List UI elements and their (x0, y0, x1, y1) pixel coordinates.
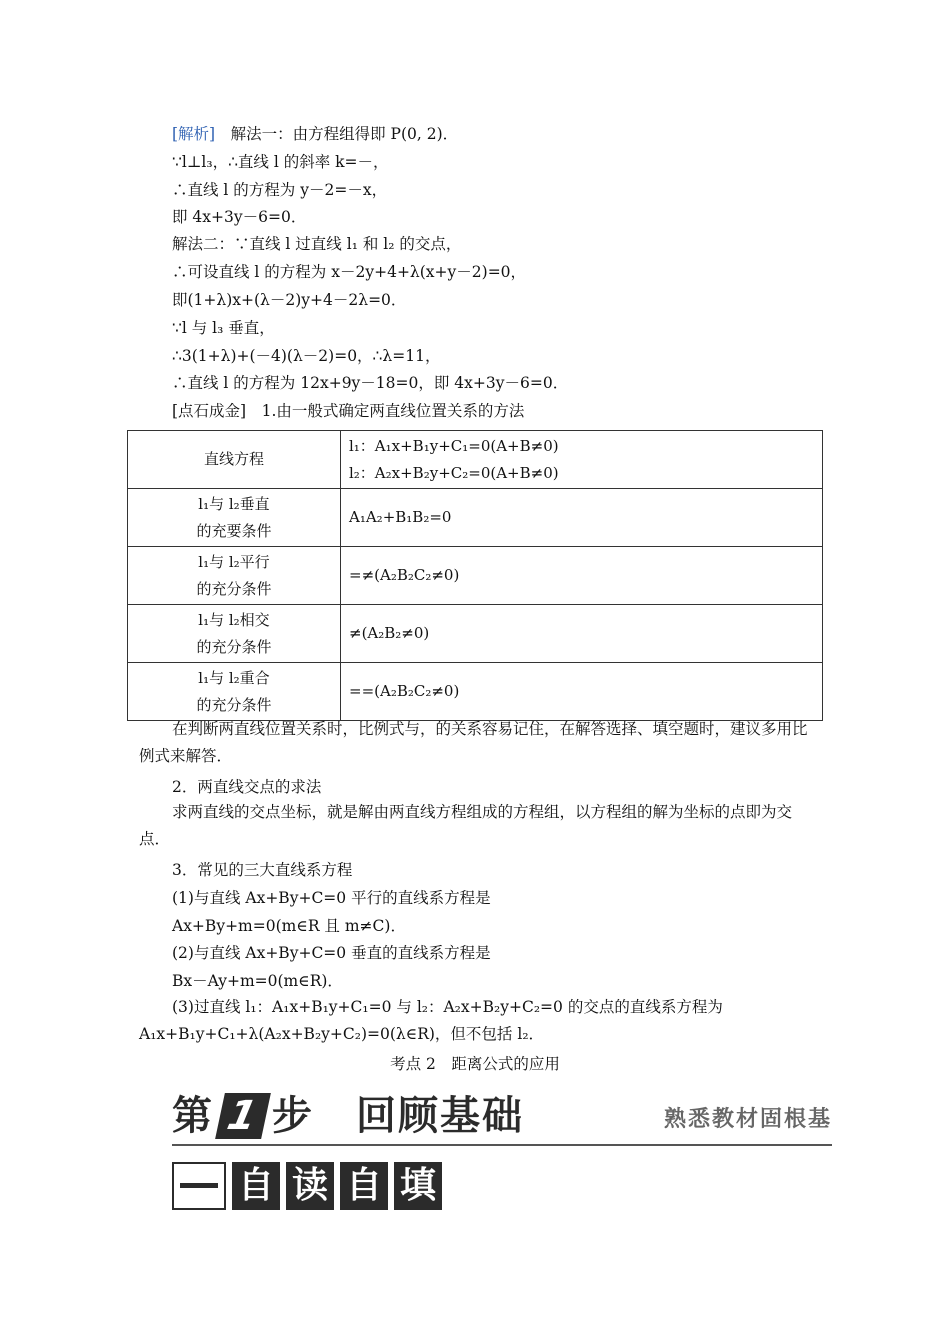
section-caption: 考点 2 距离公式的应用 (390, 1055, 560, 1073)
table-cell-label: l₁与 l₂垂直 的充要条件 (128, 489, 341, 547)
step-number: 1 (215, 1093, 271, 1139)
solution-line: ∴3(1+λ)+(－4)(λ－2)=0，∴λ=11， (172, 347, 441, 365)
table-cell-value: l₁：A₁x+B₁y+C₁=0(A+B≠0) l₂：A₂x+B₂y+C₂=0(A+B≠0) (341, 431, 823, 489)
family-item-1a: (1)与直线 Ax+By+C=0 平行的直线系方程是 (172, 889, 491, 907)
family-item-3: (3)过直线 l₁：A₁x+B₁y+C₁=0 与 l₂：A₂x+B₂y+C₂=0 的交点的直线系方程为 A₁x+B₁y+C₁+λ(A₂x+B₂y+C₂)=0(λ∈R)，但不包括 l₂． (139, 998, 723, 1043)
table-cell-label: l₁与 l₂平行 的充分条件 (128, 547, 341, 605)
family-item-1b: Ax+By+m=0(m∈R 且 m≠C)． (172, 917, 406, 935)
step-banner (172, 1090, 832, 1146)
table-row (128, 431, 823, 489)
table-cell-value: A₁A₂+B₁B₂=0 (341, 489, 823, 547)
summary-heading: [点石成金] 1.由一般式确定两直线位置关系的方法 (172, 402, 525, 420)
relation-table (127, 430, 823, 721)
section-header (172, 1160, 448, 1212)
table-cell-label: 直线方程 (128, 431, 341, 489)
solution-line: 即(1+λ)x+(λ－2)y+4－2λ=0． (172, 291, 407, 309)
solution-line: ∵l⊥l₃，∴直线 l 的斜率 k=－， (172, 153, 389, 171)
solution-line: [解析] 解法一：由方程组得即 P(0, 2)． (172, 125, 459, 143)
table-row (128, 605, 823, 663)
section-char: 自 (232, 1162, 280, 1210)
table-cell-label: l₁与 l₂相交 的充分条件 (128, 605, 341, 663)
banner-divider (172, 1144, 832, 1146)
family-item-2a: (2)与直线 Ax+By+C=0 垂直的直线系方程是 (172, 944, 491, 962)
banner-subtitle: 熟悉教材固根基 (663, 1107, 832, 1132)
solution-line: 即 4x+3y－6=0． (172, 208, 307, 226)
family-item-2b: Bx－Ay+m=0(m∈R)． (172, 972, 343, 990)
heading-intersection: 2．两直线交点的求法 (172, 778, 322, 796)
note-paragraph: 在判断两直线位置关系时，比例式与，的关系容易记住，在解答选择、填空题时，建议多用比例式来解答． (139, 720, 808, 765)
table-row (128, 489, 823, 547)
section-number-one-icon (172, 1162, 226, 1210)
heading-line-families: 3．常见的三大直线系方程 (172, 861, 353, 879)
table-row (128, 663, 823, 721)
section-char: 读 (286, 1162, 334, 1210)
table-cell-value: ==(A₂B₂C₂≠0) (341, 663, 823, 721)
solution-line: ∴直线 l 的方程为 y－2=－x， (172, 181, 388, 199)
solution-line: ∴直线 l 的方程为 12x+9y－18=0，即 4x+3y－6=0． (172, 374, 569, 392)
section-char: 填 (394, 1162, 442, 1210)
intersection-paragraph: 求两直线的交点坐标，就是解由两直线方程组成的方程组，以方程组的解为坐标的点即为交点． (139, 803, 793, 848)
table-cell-value: ≠(A₂B₂≠0) (341, 605, 823, 663)
table-cell-value: =≠(A₂B₂C₂≠0) (341, 547, 823, 605)
solution-line: ∵l 与 l₃ 垂直， (172, 319, 275, 337)
solution-line: ∴可设直线 l 的方程为 x－2y+4+λ(x+y－2)=0， (172, 263, 527, 281)
section-char: 自 (340, 1162, 388, 1210)
solution-line: 解法二：∵直线 l 过直线 l₁ 和 l₂ 的交点， (172, 235, 462, 253)
table-cell-label: l₁与 l₂重合 的充分条件 (128, 663, 341, 721)
banner-title: 第 1 步 回顾基础 (172, 1093, 524, 1139)
table-row (128, 547, 823, 605)
analysis-tag: [解析] (172, 125, 216, 143)
